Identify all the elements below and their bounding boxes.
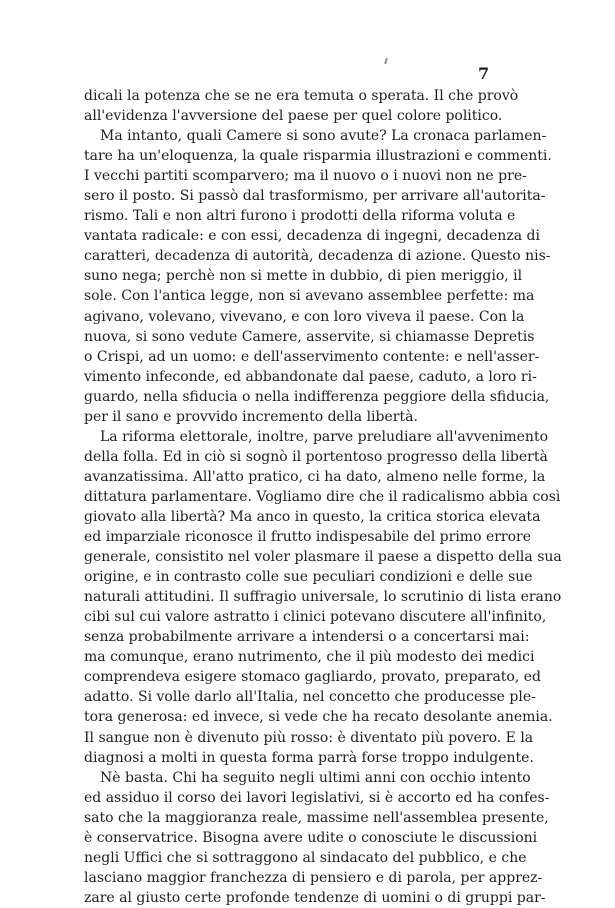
text-line: sero il posto. Si passò dal trasformismo, per arrivare all'autorita- — [84, 188, 546, 205]
text-line: nuova, si sono vedute Camere, asservite, si chiamasse Depretis — [84, 328, 535, 345]
text-line: è conservatrice. Bisogna avere udite o conosciute le discussioni — [84, 829, 538, 846]
text-line: tora generosa: ed invece, si vede che ha recato desolante anemia. — [84, 709, 553, 726]
text-line: ma comunque, erano nutrimento, che il più modesto dei medici — [84, 649, 535, 666]
page-number: 7 — [478, 64, 490, 83]
text-line: o Crispi, ad un uomo: e dell'asservimento contente: e nell'asser- — [84, 348, 540, 365]
text-line: zare al giusto certe profonde tendenze di uomini o di gruppi par- — [84, 889, 546, 906]
text-line: tare ha un'eloquenza, la quale risparmia illustrazioni e commenti. — [84, 148, 552, 165]
text-line: avanzatissima. All'atto pratico, ci ha dato, almeno nelle forme, la — [84, 468, 546, 485]
text-line: dicali la potenza che se ne era temuta o sperata. Il che provò — [84, 88, 519, 104]
text-line: vantata radicale: e con essi, decadenza di ingegni, decadenza di — [84, 228, 540, 245]
text-line: origine, e in contrasto colle sue peculiari condizioni e delle sue — [84, 569, 533, 586]
text-line: rismo. Tali e non altri furono i prodotti della riforma voluta e — [84, 208, 516, 225]
text-line: per il sano e provvido incremento della libertà. — [84, 408, 418, 425]
text-line: Nè basta. Chi ha seguito negli ultimi anni con occhio intento — [100, 769, 531, 786]
text-line: agivano, volevano, vivevano, e con loro viveva il paese. Con la — [84, 308, 525, 325]
text-line: giovato alla libertà? Ma anco in questo, la critica storica elevata — [84, 508, 541, 525]
text-line: lasciano maggior franchezza di pensiero e di parola, per apprez- — [84, 869, 543, 886]
text-line: comprendeva esigere stomaco gagliardo, provato, preparato, ed — [84, 669, 541, 686]
text-line: della folla. Ed in ciò si sognò il portentoso progresso della libertà — [84, 448, 548, 465]
text-line: dittatura parlamentare. Vogliamo dire che il radicalismo abbia così — [84, 488, 561, 505]
scan-speck — [384, 58, 388, 64]
text-line: naturali attitudini. Il suffragio universale, lo scrutinio di lista erano — [84, 589, 562, 606]
text-line: ed imparziale riconosce il frutto indispesabile del primo errore — [84, 529, 532, 546]
text-line: I vecchi partiti scomparvero; ma il nuovo o i nuovi non ne pre- — [84, 168, 527, 185]
text-line: ed assiduo il corso dei lavori legislativi, si è accorto ed ha confes- — [84, 789, 550, 806]
text-line: suno nega; perchè non si mette in dubbio, di pien meriggio, il — [84, 268, 523, 285]
body-text — [84, 86, 562, 908]
text-line: diagnosi a molti in questa forma parrà forse troppo indulgente. — [84, 749, 534, 766]
text-line: generale, consistito nel voler plasmare il paese a dispetto della sua — [84, 549, 562, 566]
text-line: senza probabilmente arrivare a intendersi o a concertarsi mai: — [84, 629, 530, 646]
text-line: La riforma elettorale, inoltre, parve preludiare all'avvenimento — [100, 428, 548, 445]
text-line: vimento infeconde, ed abbandonate dal paese, caduto, a loro ri- — [84, 368, 537, 385]
text-line: sole. Con l'antica legge, non si avevano assemblee perfette: ma — [84, 288, 535, 305]
text-line: Ma intanto, quali Camere si sono avute? La cronaca parlamen- — [100, 128, 547, 145]
text-line: adatto. Si volle darlo all'Italia, nel concetto che producesse ple- — [84, 689, 536, 706]
text-line: negli Uffici che si sottraggono al sindacato del pubblico, e che — [84, 849, 527, 866]
text-line: all'evidenza l'avversione del paese per quel colore politico. — [84, 108, 503, 125]
text-line: cibi sul cui valore astratto i clinici potevano discutere all'infinito, — [84, 609, 547, 626]
text-line: guardo, nella sfiducia o nella indifferenza peggiore della sfiducia, — [84, 388, 550, 405]
text-line: Il sangue non è divenuto più rosso: è diventato più povero. E la — [84, 729, 534, 746]
text-line: caratteri, decadenza di autorità, decadenza di azione. Questo nis- — [84, 248, 551, 265]
text-line: sato che la maggioranza reale, massime nell'assemblea presente, — [84, 809, 549, 826]
